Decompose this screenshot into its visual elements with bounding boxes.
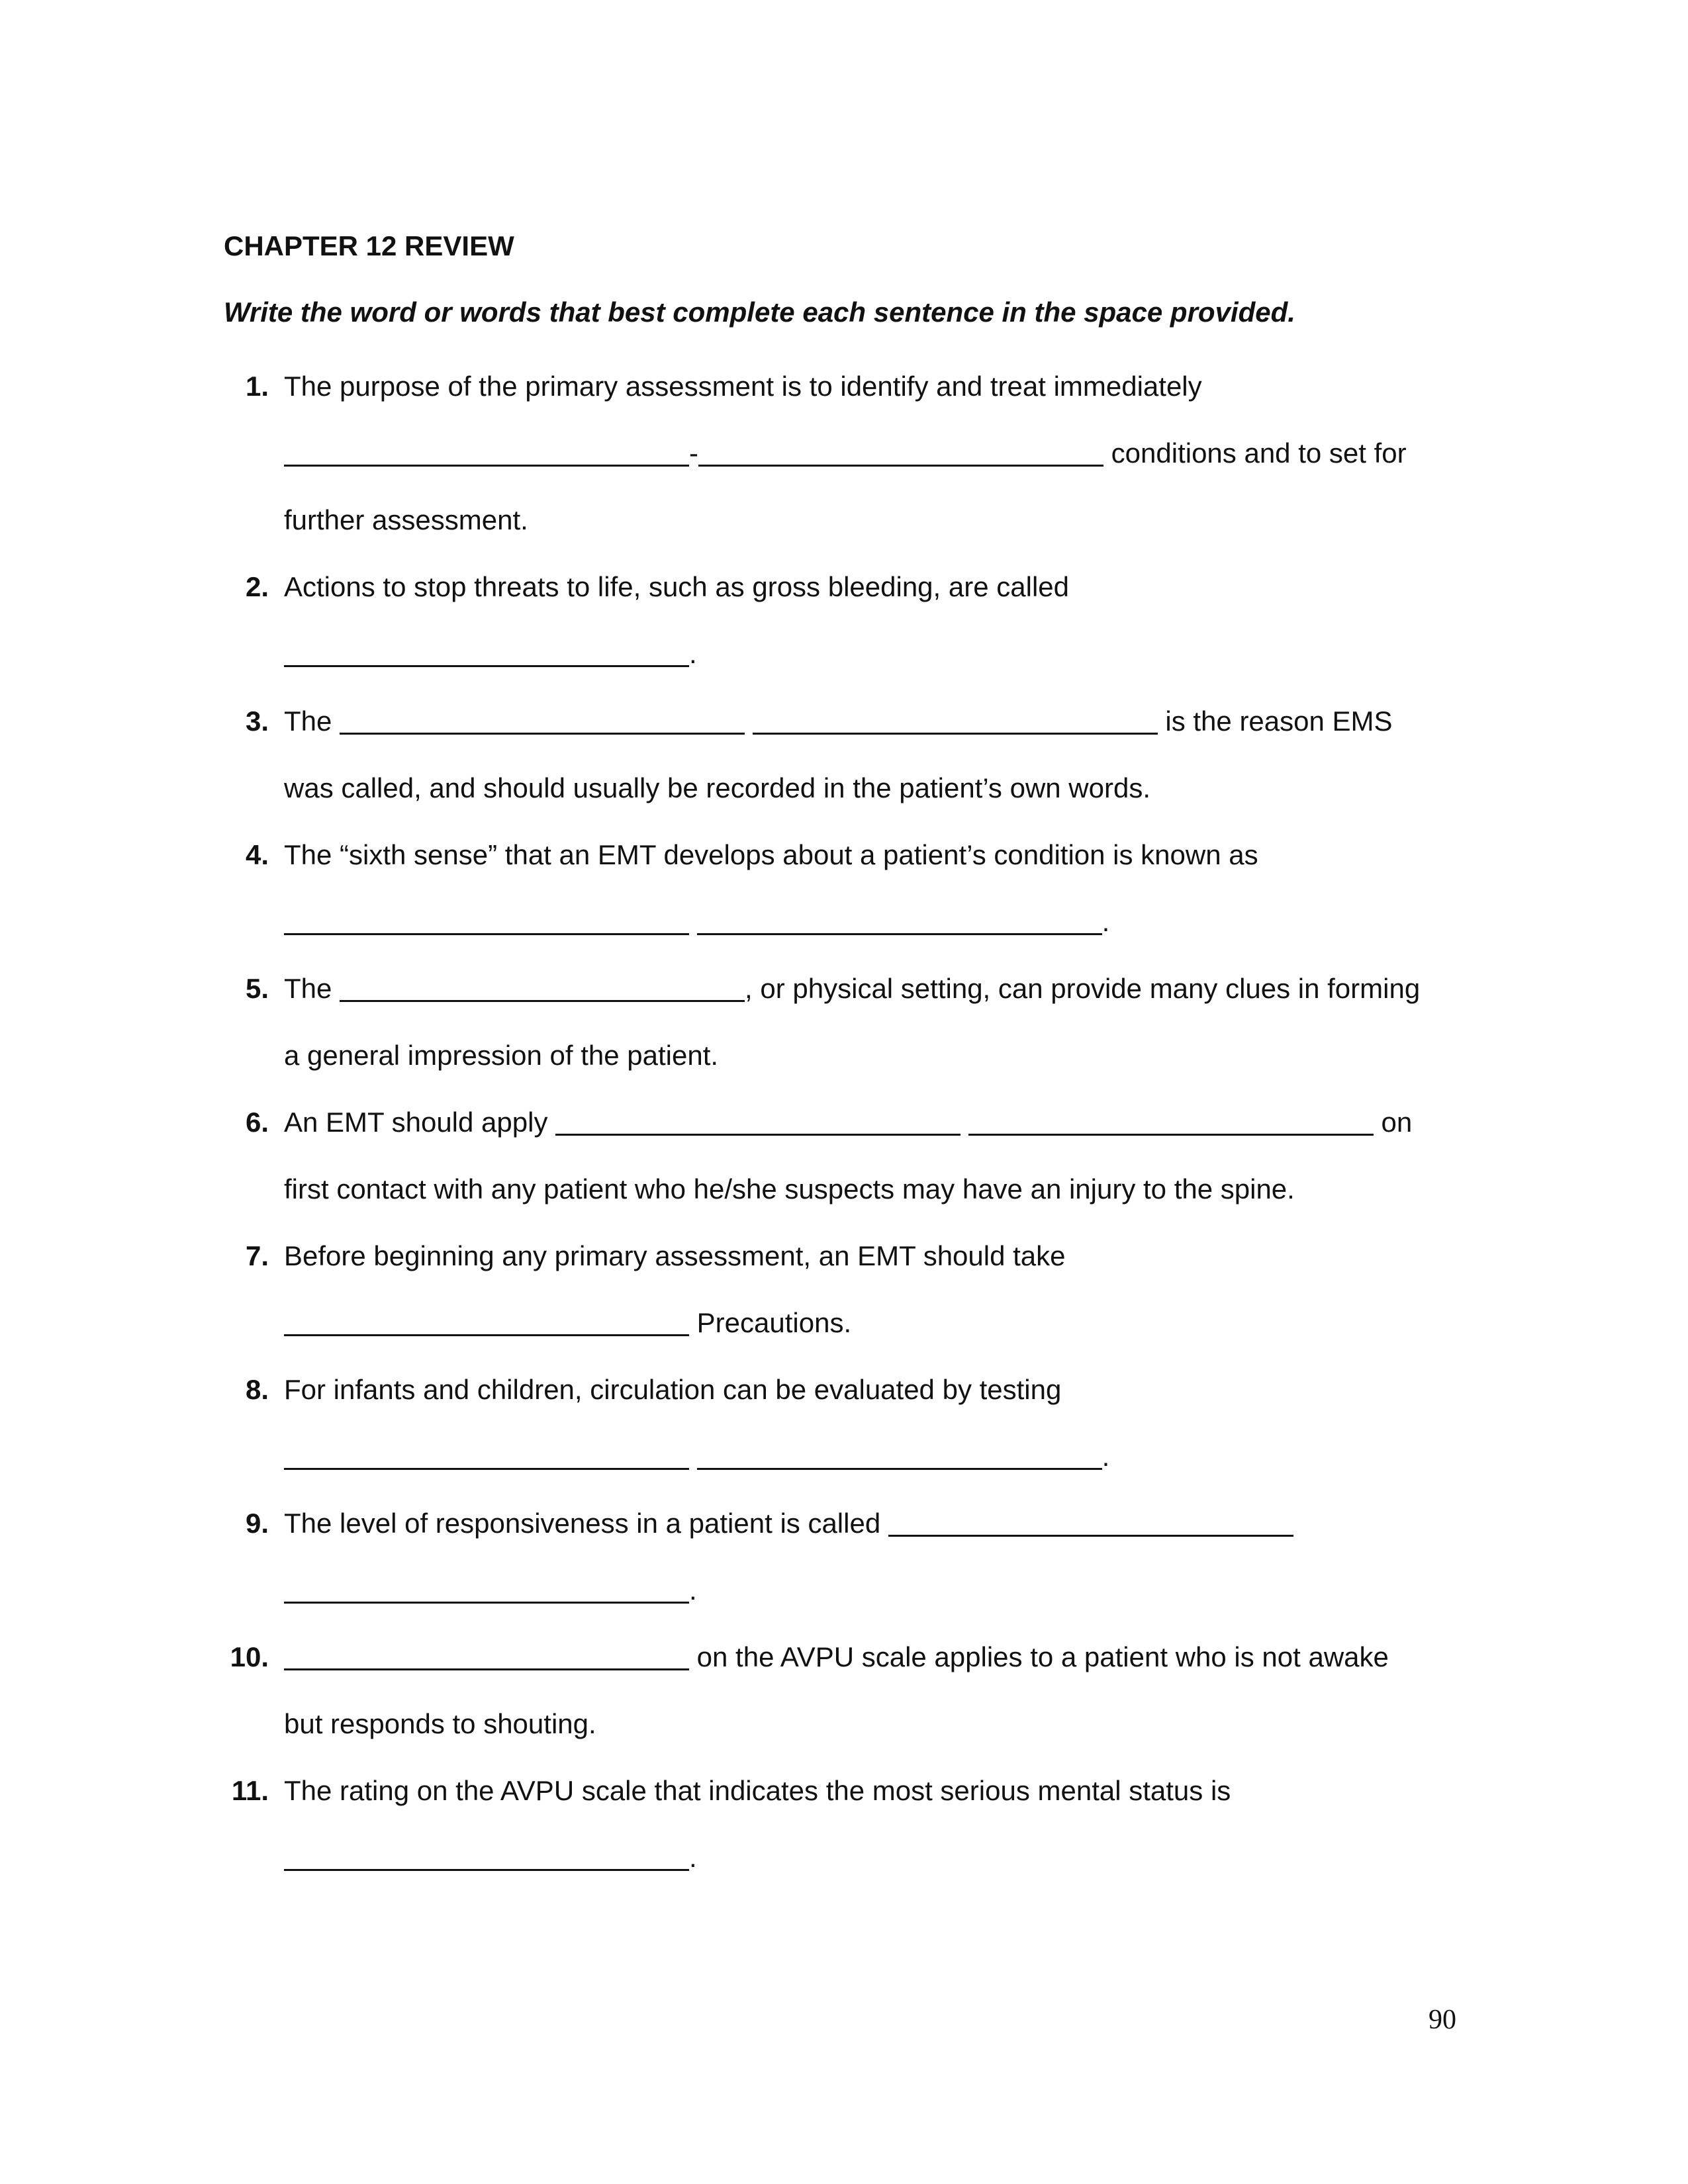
answer-blank[interactable] [284, 1445, 689, 1470]
answer-line [199, 688, 1489, 754]
answer-line [199, 1089, 1489, 1156]
question-number: 1. [245, 371, 269, 402]
instructions: Write the word or words that best complete each sentence in the space provided. [224, 296, 1295, 328]
question-number: 7. [245, 1240, 269, 1271]
question-text: For infants and children, circulation can be evaluated by testing [284, 1374, 1062, 1405]
answer-line [199, 955, 1489, 1022]
answer-blank[interactable] [284, 911, 689, 935]
answer-blank[interactable] [698, 442, 1103, 467]
answer-blank[interactable] [284, 442, 689, 467]
question-text-before: The [284, 705, 340, 737]
answer-blank[interactable] [284, 643, 689, 667]
answer-blank[interactable] [284, 1312, 689, 1336]
question-text-continued: first contact with any patient who he/she suspects may have an injury to the spine. [284, 1173, 1295, 1205]
question-text-continued: but responds to shouting. [284, 1708, 596, 1739]
answer-blank[interactable] [284, 1579, 689, 1604]
question-text-continued: was called, and should usually be recorded in the patient’s own words. [284, 772, 1151, 803]
question-5 [199, 955, 1489, 1089]
question-8 [199, 1356, 1489, 1490]
period: . [689, 1574, 697, 1606]
question-text-after: Precautions. [689, 1307, 852, 1338]
period: . [689, 1842, 697, 1873]
question-7 [199, 1222, 1489, 1356]
question-text: The rating on the AVPU scale that indicates the most serious mental status is [284, 1775, 1231, 1806]
question-6 [199, 1089, 1489, 1222]
question-number: 3. [245, 705, 269, 737]
answer-blank[interactable] [284, 1646, 689, 1670]
question-text-before: The [284, 973, 340, 1004]
question-number: 6. [245, 1107, 269, 1138]
answer-blank[interactable] [340, 978, 745, 1002]
answer-blank[interactable] [555, 1111, 961, 1136]
question-text-after: , or physical setting, can provide many clues in forming [745, 973, 1421, 1004]
answer-blank[interactable] [340, 710, 745, 735]
answer-blank[interactable] [888, 1512, 1293, 1537]
answer-blank[interactable] [753, 710, 1158, 735]
period: . [1102, 1441, 1110, 1472]
question-text-after: on the AVPU scale applies to a patient who is not awake [689, 1641, 1389, 1672]
question-number: 10. [230, 1641, 269, 1672]
answer-line [199, 1557, 1489, 1623]
answer-blank[interactable] [968, 1111, 1374, 1136]
question-text-before: An EMT should apply [284, 1107, 556, 1138]
question-text-after: on [1373, 1107, 1413, 1138]
question-text: The purpose of the primary assessment is to identify and treat immediately [284, 371, 1202, 402]
question-number: 11. [231, 1775, 269, 1806]
answer-blank[interactable] [697, 911, 1102, 935]
question-2 [199, 553, 1489, 687]
question-text-after: is the reason EMS [1157, 705, 1393, 737]
answer-line [199, 1623, 1489, 1690]
question-text-continued: a general impression of the patient. [284, 1040, 719, 1071]
page-number: 90 [1429, 2005, 1456, 2035]
question-11 [199, 1757, 1489, 1891]
chapter-title: CHAPTER 12 REVIEW [224, 230, 514, 261]
question-text-after: conditions and to set for [1103, 437, 1407, 469]
answer-line [199, 1289, 1489, 1356]
question-9 [199, 1490, 1489, 1623]
question-3 [199, 688, 1489, 821]
answer-line [199, 1490, 1489, 1557]
question-text: Before beginning any primary assessment, an EMT should take [284, 1240, 1066, 1271]
answer-blank[interactable] [284, 1846, 689, 1871]
question-number: 8. [245, 1374, 269, 1405]
question-10 [199, 1623, 1489, 1757]
question-number: 5. [245, 973, 269, 1004]
question-number: 9. [245, 1508, 269, 1539]
answer-line [199, 620, 1489, 687]
question-text-continued: further assessment. [284, 504, 528, 535]
question-number: 4. [245, 839, 269, 870]
answer-line [199, 420, 1489, 486]
period: . [1102, 906, 1110, 937]
question-text: The “sixth sense” that an EMT develops about a patient’s condition is known as [284, 839, 1258, 870]
answer-line [199, 1824, 1489, 1891]
question-1 [199, 353, 1489, 553]
question-text-before: The level of responsiveness in a patient is called [284, 1508, 888, 1539]
answer-line [199, 888, 1489, 955]
question-number: 2. [245, 571, 269, 602]
period: . [689, 638, 697, 669]
hyphen: - [689, 437, 698, 469]
question-4 [199, 821, 1489, 955]
answer-blank[interactable] [697, 1445, 1102, 1470]
answer-line [199, 1423, 1489, 1490]
question-text: Actions to stop threats to life, such as gross bleeding, are called [284, 571, 1069, 602]
